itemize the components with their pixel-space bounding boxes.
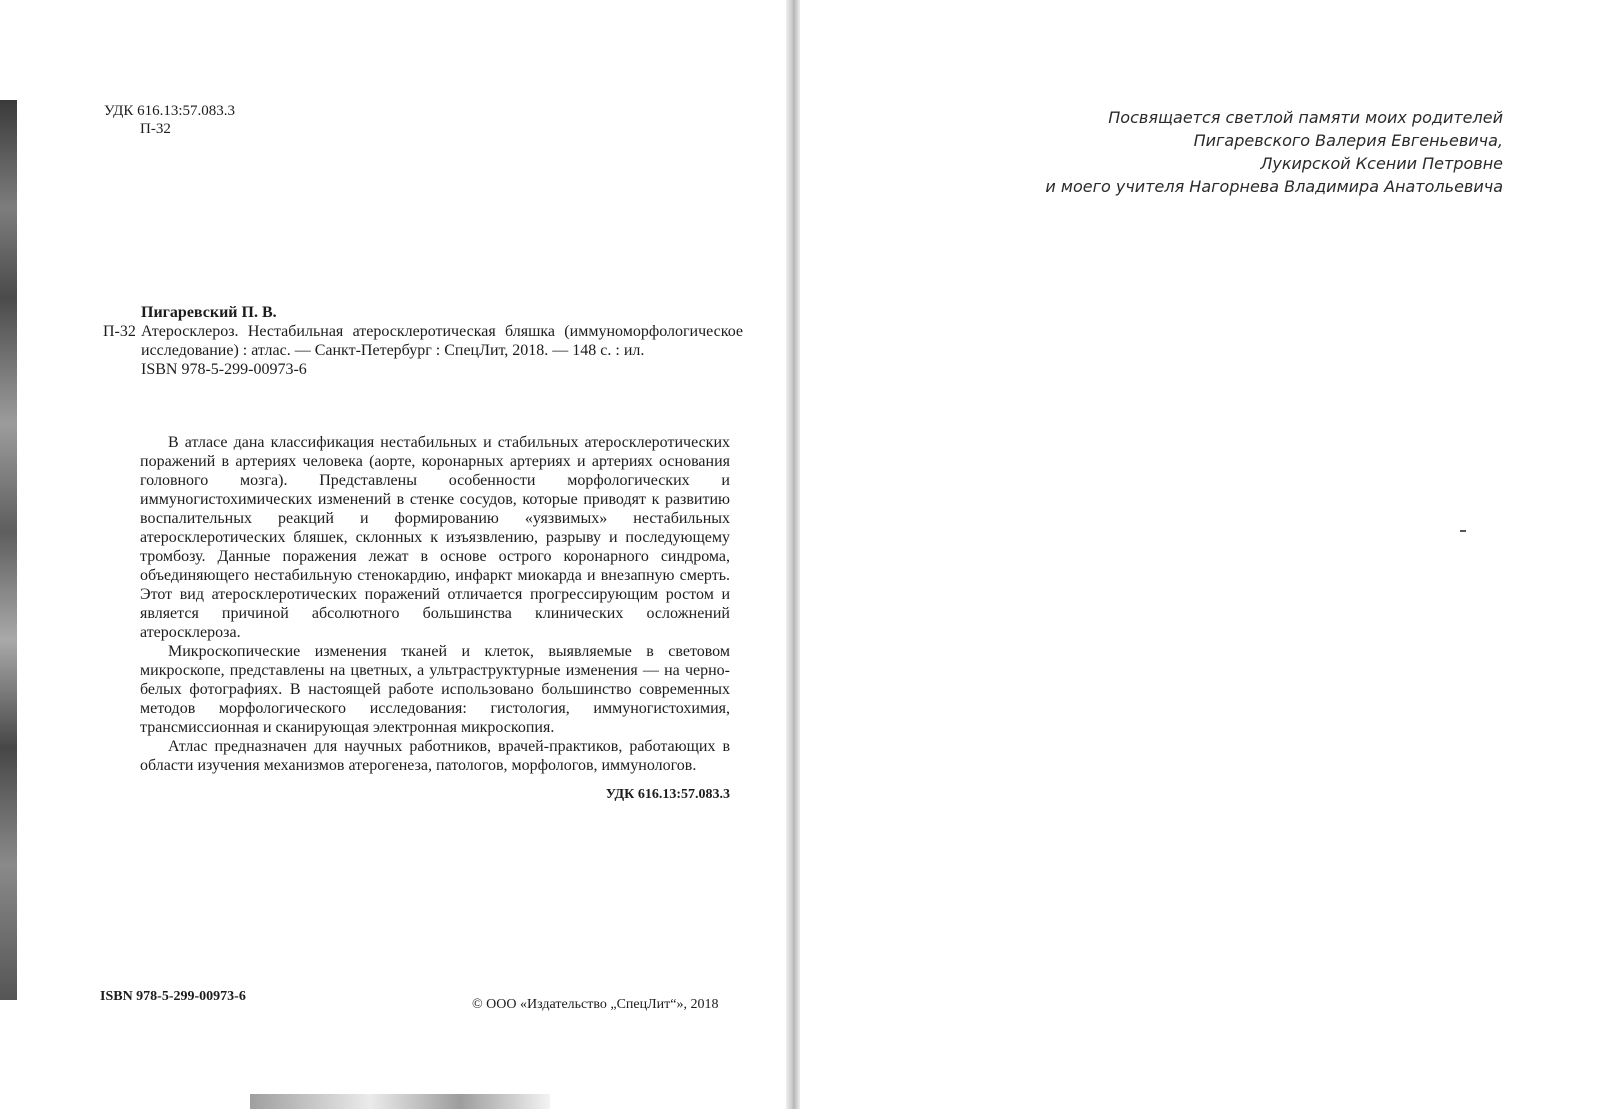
book-gutter (786, 0, 800, 1109)
bibliographic-record (103, 303, 743, 379)
udc-header (104, 102, 235, 138)
dedication-line: и моего учителя Нагорнева Владимира Анатольевича (1045, 177, 1503, 196)
entry-code: П-32 (103, 323, 136, 340)
scan-speck (1460, 530, 1466, 532)
left-page (0, 0, 786, 1109)
annotation (140, 433, 730, 804)
bibliographic-entry (103, 322, 743, 360)
copyright-notice: © ООО «Издательство „СпецЛит“», 2018 (472, 997, 719, 1012)
isbn-footer: ISBN 978-5-299-00973-6 (100, 989, 246, 1004)
annotation-paragraph: Микроскопические изменения тканей и клеток, выявляемые в световом микроскопе, представлены на цветных, а ультраструктурные изменения — на черно-белых фотографиях. В настоящей работе использовано большинство современных методов морфологического исследования: гистология, иммуногистохимия, трансмиссионная и сканирующая электронная микроскопия. (140, 643, 730, 736)
dedication (1000, 106, 1503, 198)
book-description: Атеросклероз. Нестабильная атеросклеротическая бляшка (иммуноморфологическое исследование) : атлас. — Санкт-Петербург : СпецЛит, 2018. — 148 с. : ил. (141, 323, 743, 359)
annotation-paragraph: В атласе дана классификация нестабильных и стабильных атеросклеротических поражений в артериях человека (аорте, коронарных артериях и артериях основания головного мозга). Представлены особенности морфологических и иммуногистохимических изменений в стенке сосудов, которые приводят к развитию воспалительных реакций и формированию «уязвимых» нестабильных атеросклеротических бляшек, склонных к изъязвлению, разрыву и последующему тромбозу. Данные поражения лежат в основе острого коронарного синдрома, объединяющего нестабильную стенокардию, инфаркт миокарда и внезапную смерть. Этот вид атеросклеротических поражений отличается прогрессирующим ростом и является причиной абсолютного большинства клинических осложнений атеросклероза. (140, 434, 730, 641)
udc-footer-code: УДК 616.13:57.083.3 (605, 787, 730, 802)
annotation-paragraph: Атлас предназначен для научных работников, врачей-практиков, работающих в области изучения механизмов атерогенеза, патологов, морфологов, иммунологов. (140, 738, 730, 774)
author-name: Пигаревский П. В. (141, 304, 277, 321)
dedication-line: Посвящается светлой памяти моих родителей (1108, 108, 1503, 127)
udc-code: УДК 616.13:57.083.3 (104, 103, 236, 119)
dedication-line: Пигаревского Валерия Евгеньевича, (1193, 131, 1503, 150)
dedication-line: Лукирской Ксении Петровне (1260, 154, 1503, 173)
author-sign: П-32 (140, 121, 171, 137)
isbn: ISBN 978-5-299-00973-6 (141, 361, 307, 378)
